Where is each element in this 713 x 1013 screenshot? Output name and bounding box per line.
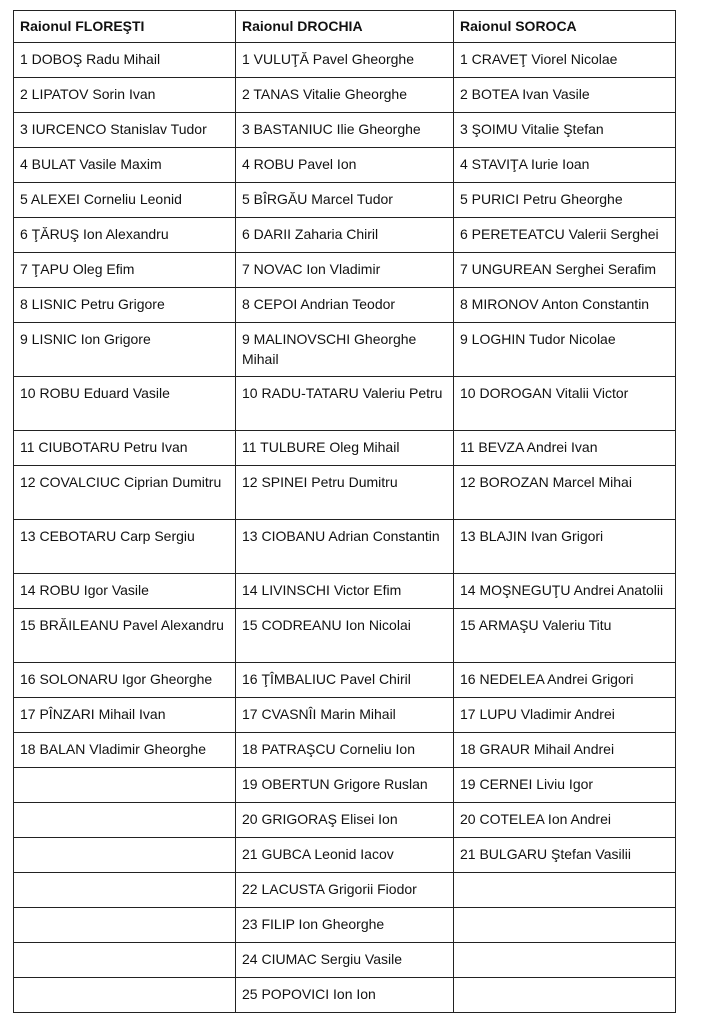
cell-soroca: 8 MIRONOV Anton Constantin (454, 288, 676, 323)
cell-floresti: 11 CIUBOTARU Petru Ivan (14, 431, 236, 466)
cell-floresti: 2 LIPATOV Sorin Ivan (14, 78, 236, 113)
cell-soroca: 17 LUPU Vladimir Andrei (454, 698, 676, 733)
cell-drochia: 2 TANAS Vitalie Gheorghe (236, 78, 454, 113)
header-row (14, 11, 676, 43)
cell-drochia: 21 GUBCA Leonid Iacov (236, 838, 454, 873)
table-row (14, 466, 676, 520)
cell-floresti (14, 768, 236, 803)
cell-drochia: 20 GRIGORAŞ Elisei Ion (236, 803, 454, 838)
cell-floresti: 17 PÎNZARI Mihail Ivan (14, 698, 236, 733)
candidates-table (13, 10, 676, 1013)
header-drochia: Raionul DROCHIA (236, 11, 454, 43)
cell-drochia: 15 CODREANU Ion Nicolai (236, 609, 454, 663)
table-row (14, 183, 676, 218)
table-row (14, 733, 676, 768)
cell-drochia: 4 ROBU Pavel Ion (236, 148, 454, 183)
cell-drochia: 12 SPINEI Petru Dumitru (236, 466, 454, 520)
cell-soroca (454, 978, 676, 1013)
table-row (14, 148, 676, 183)
cell-drochia: 6 DARII Zaharia Chiril (236, 218, 454, 253)
cell-soroca: 18 GRAUR Mihail Andrei (454, 733, 676, 768)
cell-soroca: 13 BLAJIN Ivan Grigori (454, 520, 676, 574)
cell-soroca: 14 MOŞNEGUŢU Andrei Anatolii (454, 574, 676, 609)
cell-drochia: 19 OBERTUN Grigore Ruslan (236, 768, 454, 803)
table-row (14, 113, 676, 148)
table-row (14, 768, 676, 803)
cell-floresti: 14 ROBU Igor Vasile (14, 574, 236, 609)
table-row (14, 663, 676, 698)
cell-soroca: 6 PERETEATCU Valerii Serghei (454, 218, 676, 253)
cell-floresti (14, 838, 236, 873)
table-row (14, 943, 676, 978)
cell-drochia: 16 ŢÎMBALIUC Pavel Chiril (236, 663, 454, 698)
cell-floresti: 8 LISNIC Petru Grigore (14, 288, 236, 323)
cell-floresti: 1 DOBOŞ Radu Mihail (14, 43, 236, 78)
table-row (14, 978, 676, 1013)
table-row (14, 803, 676, 838)
cell-soroca: 2 BOTEA Ivan Vasile (454, 78, 676, 113)
table-row (14, 520, 676, 574)
header-soroca: Raionul SOROCA (454, 11, 676, 43)
table-row (14, 78, 676, 113)
cell-drochia: 7 NOVAC Ion Vladimir (236, 253, 454, 288)
cell-drochia: 1 VULUŢĂ Pavel Gheorghe (236, 43, 454, 78)
cell-drochia: 14 LIVINSCHI Victor Efim (236, 574, 454, 609)
table-row (14, 43, 676, 78)
cell-soroca (454, 943, 676, 978)
document-page (13, 10, 676, 1013)
cell-floresti: 10 ROBU Eduard Vasile (14, 377, 236, 431)
cell-drochia: 23 FILIP Ion Gheorghe (236, 908, 454, 943)
table-row (14, 377, 676, 431)
table-row (14, 698, 676, 733)
cell-floresti: 6 ŢĂRUŞ Ion Alexandru (14, 218, 236, 253)
cell-drochia: 8 CEPOI Andrian Teodor (236, 288, 454, 323)
cell-soroca: 4 STAVIŢA Iurie Ioan (454, 148, 676, 183)
table-row (14, 288, 676, 323)
cell-floresti: 4 BULAT Vasile Maxim (14, 148, 236, 183)
cell-soroca: 12 BOROZAN Marcel Mihai (454, 466, 676, 520)
cell-drochia: 24 CIUMAC Sergiu Vasile (236, 943, 454, 978)
cell-soroca: 7 UNGUREAN Serghei Serafim (454, 253, 676, 288)
cell-floresti: 15 BRĂILEANU Pavel Alexandru (14, 609, 236, 663)
cell-floresti: 5 ALEXEI Corneliu Leonid (14, 183, 236, 218)
cell-soroca: 21 BULGARU Ştefan Vasilii (454, 838, 676, 873)
cell-soroca: 15 ARMAŞU Valeriu Titu (454, 609, 676, 663)
cell-soroca: 11 BEVZA Andrei Ivan (454, 431, 676, 466)
cell-soroca: 1 CRAVEŢ Viorel Nicolae (454, 43, 676, 78)
cell-soroca: 9 LOGHIN Tudor Nicolae (454, 323, 676, 377)
table-row (14, 609, 676, 663)
cell-soroca: 19 CERNEI Liviu Igor (454, 768, 676, 803)
cell-floresti: 7 ŢAPU Oleg Efim (14, 253, 236, 288)
cell-drochia: 18 PATRAŞCU Corneliu Ion (236, 733, 454, 768)
table-row (14, 218, 676, 253)
cell-floresti: 3 IURCENCO Stanislav Tudor (14, 113, 236, 148)
table-row (14, 431, 676, 466)
cell-soroca: 16 NEDELEA Andrei Grigori (454, 663, 676, 698)
cell-drochia: 25 POPOVICI Ion Ion (236, 978, 454, 1013)
cell-floresti (14, 873, 236, 908)
cell-drochia: 17 CVASNÎI Marin Mihail (236, 698, 454, 733)
cell-floresti (14, 908, 236, 943)
cell-drochia: 3 BASTANIUC Ilie Gheorghe (236, 113, 454, 148)
table-row (14, 574, 676, 609)
cell-floresti (14, 943, 236, 978)
cell-soroca: 3 ŞOIMU Vitalie Ştefan (454, 113, 676, 148)
cell-soroca: 10 DOROGAN Vitalii Victor (454, 377, 676, 431)
cell-floresti: 16 SOLONARU Igor Gheorghe (14, 663, 236, 698)
cell-drochia: 13 CIOBANU Adrian Constantin (236, 520, 454, 574)
table-row (14, 873, 676, 908)
table-row (14, 908, 676, 943)
cell-soroca: 20 COTELEA Ion Andrei (454, 803, 676, 838)
cell-floresti: 13 CEBOTARU Carp Sergiu (14, 520, 236, 574)
cell-floresti (14, 803, 236, 838)
cell-drochia: 10 RADU-TATARU Valeriu Petru (236, 377, 454, 431)
cell-floresti: 12 COVALCIUC Ciprian Dumitru (14, 466, 236, 520)
cell-drochia: 22 LACUSTA Grigorii Fiodor (236, 873, 454, 908)
cell-floresti: 18 BALAN Vladimir Gheorghe (14, 733, 236, 768)
cell-drochia: 9 MALINOVSCHI Gheorghe Mihail (236, 323, 454, 377)
cell-drochia: 5 BÎRGĂU Marcel Tudor (236, 183, 454, 218)
cell-soroca (454, 908, 676, 943)
cell-soroca (454, 873, 676, 908)
table-row (14, 838, 676, 873)
cell-floresti (14, 978, 236, 1013)
cell-drochia: 11 TULBURE Oleg Mihail (236, 431, 454, 466)
table-row (14, 323, 676, 377)
cell-soroca: 5 PURICI Petru Gheorghe (454, 183, 676, 218)
header-floresti: Raionul FLOREŞTI (14, 11, 236, 43)
cell-floresti: 9 LISNIC Ion Grigore (14, 323, 236, 377)
table-row (14, 253, 676, 288)
